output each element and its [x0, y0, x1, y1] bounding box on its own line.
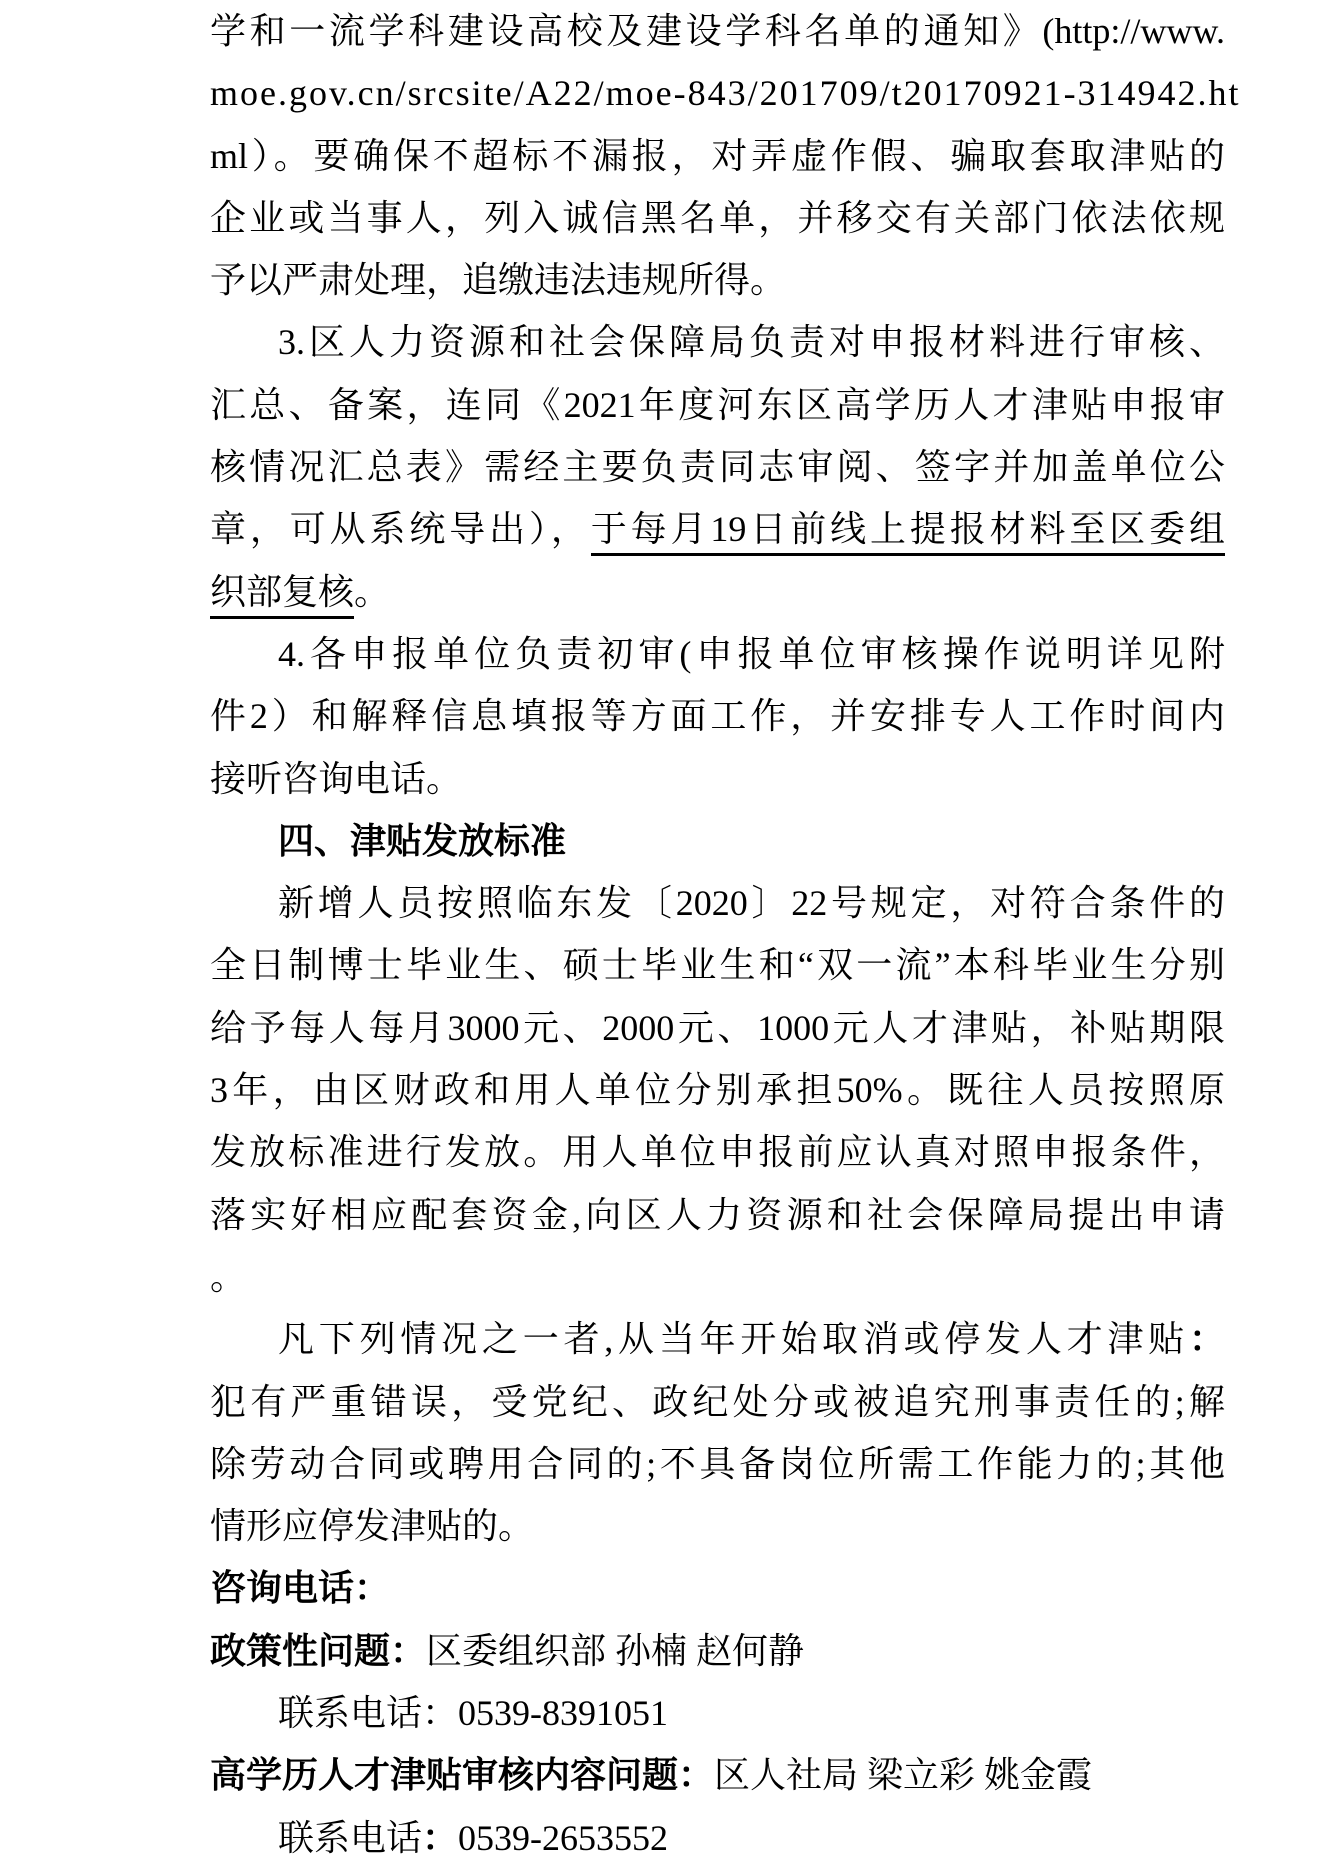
bold-text: ：	[1188, 1318, 1225, 1360]
text-line	[210, 249, 1225, 311]
text-run: ml）。要确保不超标不漏报，对弄虚作假、骗取套取津贴的	[210, 135, 1225, 176]
text-line	[210, 872, 1225, 934]
text-run: 凡下列情况之一者,从当年开始取消或停发人才津贴	[278, 1319, 1189, 1360]
bold-text: ：	[422, 1816, 459, 1858]
text-line	[210, 561, 1225, 623]
text-run: 。	[210, 1256, 247, 1297]
text-run: 情形应停发津贴的。	[210, 1506, 535, 1547]
text-line	[210, 1744, 1225, 1806]
text-run: 0539-2653552	[458, 1817, 669, 1858]
text-run: 章，可从系统导出），	[210, 509, 591, 550]
text-run: 4.各申报单位负责初审(申报单位审核操作说明详见附	[278, 633, 1225, 674]
text-run: 区委组织部 孙楠 赵何静	[426, 1630, 805, 1671]
text-run: 学和一流学科建设高校及建设学科名单的通知》(http://www.	[210, 11, 1225, 51]
text-line	[210, 62, 1241, 124]
text-line	[210, 1557, 1225, 1619]
text-line	[210, 436, 1225, 498]
text-line	[210, 1246, 1225, 1308]
text-line	[210, 498, 1225, 560]
text-line	[210, 1371, 1225, 1433]
bold-text: 高学历人才津贴审核内容问题：	[210, 1754, 715, 1796]
text-line	[210, 934, 1225, 996]
text-run: 全日制博士毕业生、硕士毕业生和“双一流”本科毕业生分别	[210, 945, 1225, 986]
text-run: 犯有严重错误，受党纪、政纪处分或被追究刑事责任的;解	[210, 1381, 1225, 1422]
text-run: 3.区人力资源和社会保障局负责对申报材料进行审核、	[278, 322, 1225, 363]
bold-text: 咨询电话：	[210, 1567, 391, 1609]
text-line	[210, 311, 1225, 373]
text-line	[210, 1121, 1225, 1183]
text-run: 核情况汇总表》需经主要负责同志审阅、签字并加盖单位公	[210, 447, 1225, 488]
text-line	[210, 1620, 1225, 1682]
text-run: 件2）和解释信息填报等方面工作，并安排专人工作时间内	[210, 696, 1225, 737]
text-line	[210, 623, 1225, 685]
text-line	[210, 125, 1225, 187]
text-run: 发放标准进行发放。用人单位申报前应认真对照申报条件，	[210, 1132, 1225, 1173]
text-run: 企业或当事人，列入诚信黑名单，并移交有关部门依法依规	[210, 197, 1225, 238]
text-run: 落实好相应配套资金,向区人力资源和社会保障局提出申请	[210, 1194, 1225, 1235]
text-line	[210, 1433, 1225, 1495]
text-line	[210, 685, 1225, 747]
text-run: 除劳动合同或聘用合同的;不具备岗位所需工作能力的;其他	[210, 1443, 1225, 1484]
text-line	[210, 1495, 1225, 1557]
text-run: 汇总、备案，连同《2021年度河东区高学历人才津贴申报审	[210, 384, 1225, 425]
text-line	[210, 374, 1225, 436]
text-run: 。	[354, 571, 391, 612]
text-line	[210, 0, 1225, 62]
text-line	[210, 1807, 1225, 1869]
text-line	[210, 810, 1225, 872]
document-page	[210, 0, 1241, 1869]
text-run: 联系电话	[278, 1817, 423, 1858]
text-run: 区人社局 梁立彩 姚金霞	[714, 1755, 1093, 1796]
text-run: 联系电话：0539-8391051	[278, 1693, 668, 1734]
underlined-text: 于每月19日前线上提报材料至区委组	[591, 509, 1225, 556]
text-run: 接听咨询电话。	[210, 758, 463, 799]
text-run: 予以严肃处理，追缴违法违规所得。	[210, 260, 787, 301]
text-run: 给予每人每月3000元、2000元、1000元人才津贴，补贴期限	[210, 1007, 1225, 1048]
text-line	[210, 1682, 1225, 1744]
text-line	[210, 1308, 1225, 1370]
text-line	[210, 1059, 1225, 1121]
text-line	[210, 997, 1225, 1059]
text-line	[210, 1184, 1225, 1246]
text-run: 新增人员按照临东发〔2020〕22号规定，对符合条件的	[278, 883, 1225, 924]
text-line	[210, 187, 1225, 249]
bold-text: 四、津贴发放标准	[278, 819, 567, 861]
text-line	[210, 748, 1225, 810]
text-run: moe.gov.cn/srcsite/A22/moe-843/201709/t20170921-314942.ht	[210, 73, 1241, 114]
bold-text: 政策性问题：	[210, 1629, 427, 1671]
underlined-text: 织部复核	[210, 572, 354, 619]
text-run: 3年，由区财政和用人单位分别承担50%。既往人员按照原	[210, 1070, 1225, 1111]
